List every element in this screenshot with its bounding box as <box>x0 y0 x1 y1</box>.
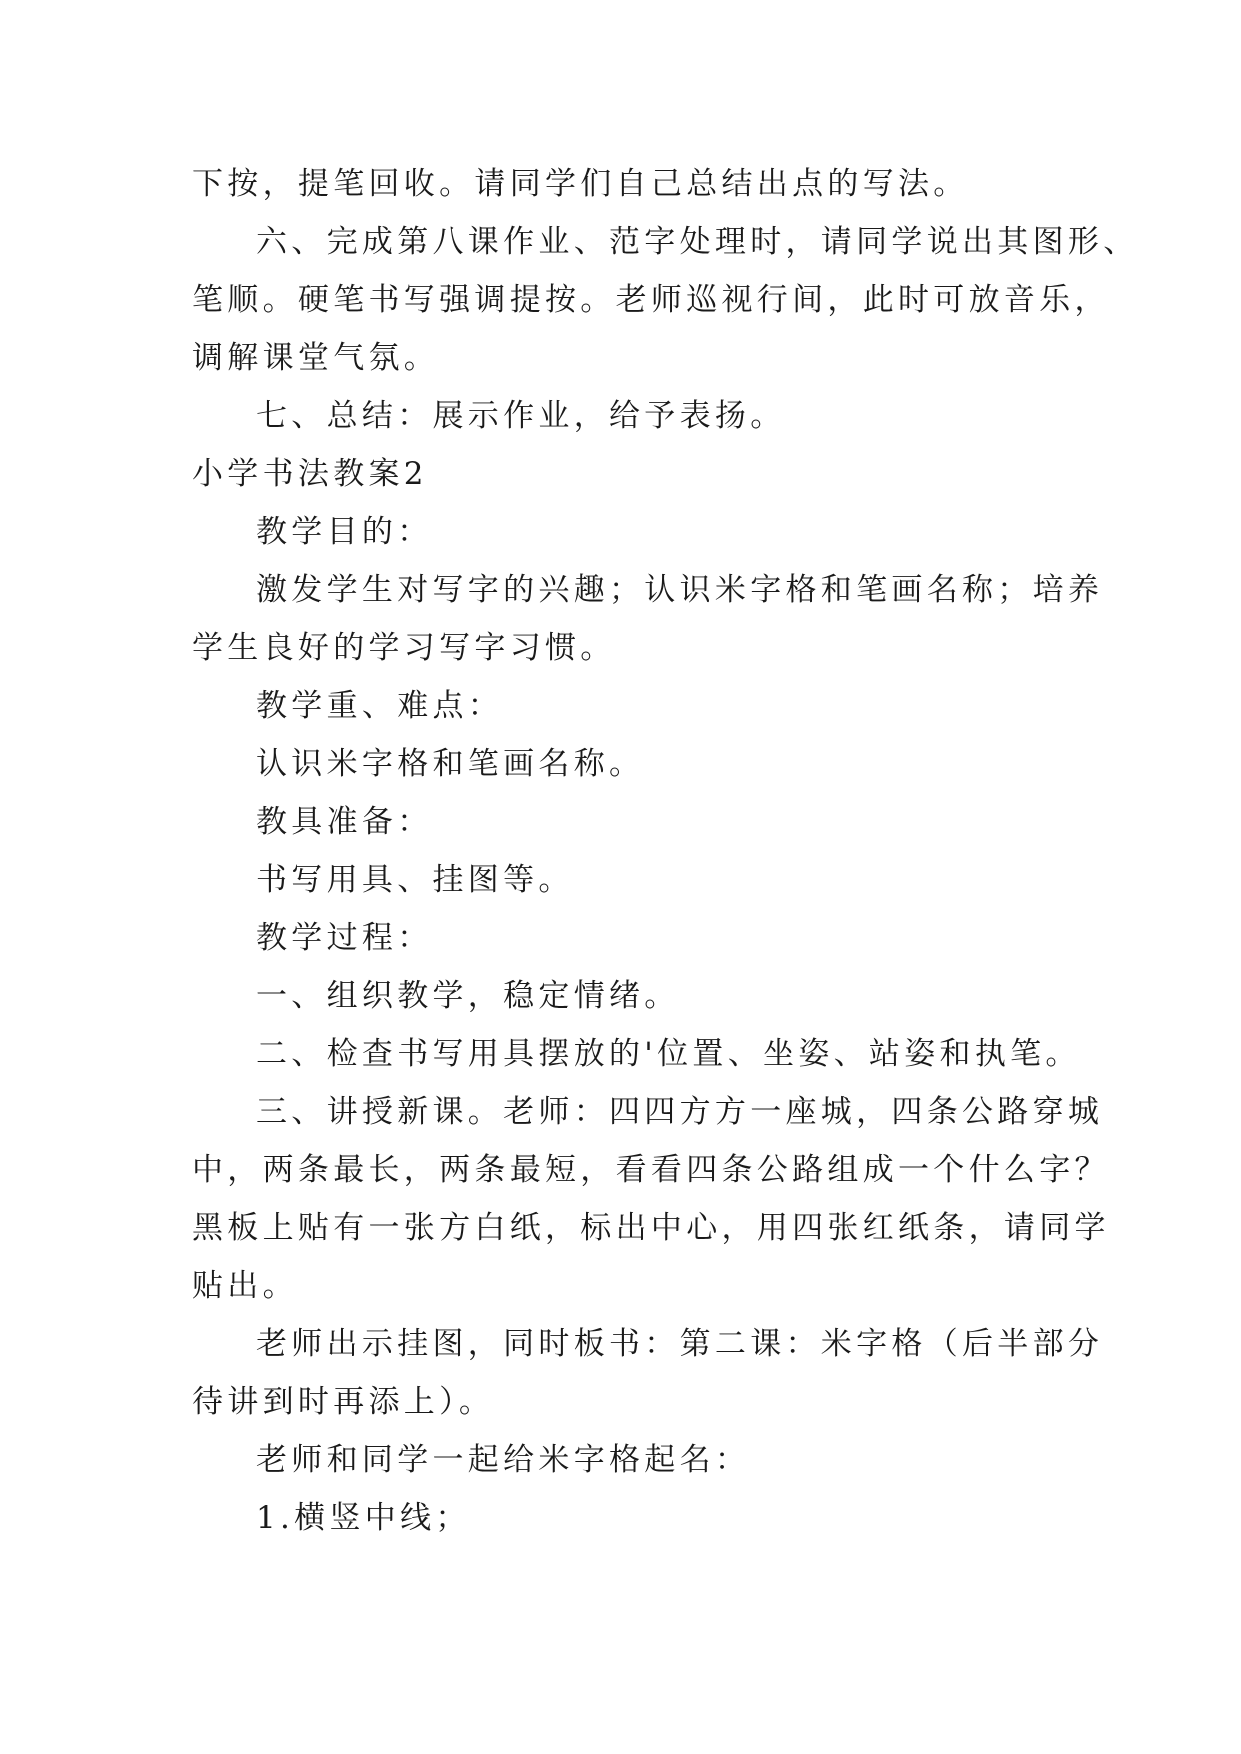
paragraph-line: 老师和同学一起给米字格起名： <box>256 1442 751 1478</box>
paragraph-line: 三、讲授新课。老师：四四方方一座城，四条公路穿城 <box>256 1094 1104 1130</box>
paragraph-line: 贴出。 <box>192 1268 298 1304</box>
paragraph-line: 黑板上贴有一张方白纸，标出中心，用四张红纸条，请同学 <box>192 1210 1110 1246</box>
paragraph-line: 调解课堂气氛。 <box>192 340 440 376</box>
paragraph-line: 学生良好的学习写字习惯。 <box>192 630 616 666</box>
paragraph-line: 1.横竖中线； <box>256 1500 471 1536</box>
paragraph-line: 激发学生对写字的兴趣；认识米字格和笔画名称；培养 <box>256 572 1104 608</box>
paragraph-line: 老师出示挂图，同时板书：第二课：米字格（后半部分 <box>256 1326 1104 1362</box>
paragraph-line: 待讲到时再添上）。 <box>192 1384 495 1420</box>
paragraph-line: 教具准备： <box>256 804 433 840</box>
paragraph-line: 教学过程： <box>256 920 433 956</box>
paragraph-line: 二、检查书写用具摆放的'位置、坐姿、站姿和执笔。 <box>256 1036 1081 1072</box>
paragraph-line: 一、组织教学，稳定情绪。 <box>256 978 680 1014</box>
paragraph-line: 教学目的： <box>256 514 433 550</box>
paragraph-line: 七、总结：展示作业，给予表扬。 <box>256 398 786 434</box>
section-heading: 小学书法教案2 <box>192 456 428 492</box>
paragraph-line: 笔顺。硬笔书写强调提按。老师巡视行间，此时可放音乐， <box>192 282 1110 318</box>
paragraph-line: 认识米字格和笔画名称。 <box>256 746 645 782</box>
paragraph-line: 六、完成第八课作业、范字处理时，请同学说出其图形、 <box>256 224 1139 260</box>
paragraph-line: 教学重、难点： <box>256 688 504 724</box>
paragraph-line: 书写用具、挂图等。 <box>256 862 574 898</box>
paragraph-line: 下按，提笔回收。请同学们自己总结出点的写法。 <box>192 166 969 202</box>
paragraph-line: 中，两条最长，两条最短，看看四条公路组成一个什么字？ <box>192 1152 1110 1188</box>
